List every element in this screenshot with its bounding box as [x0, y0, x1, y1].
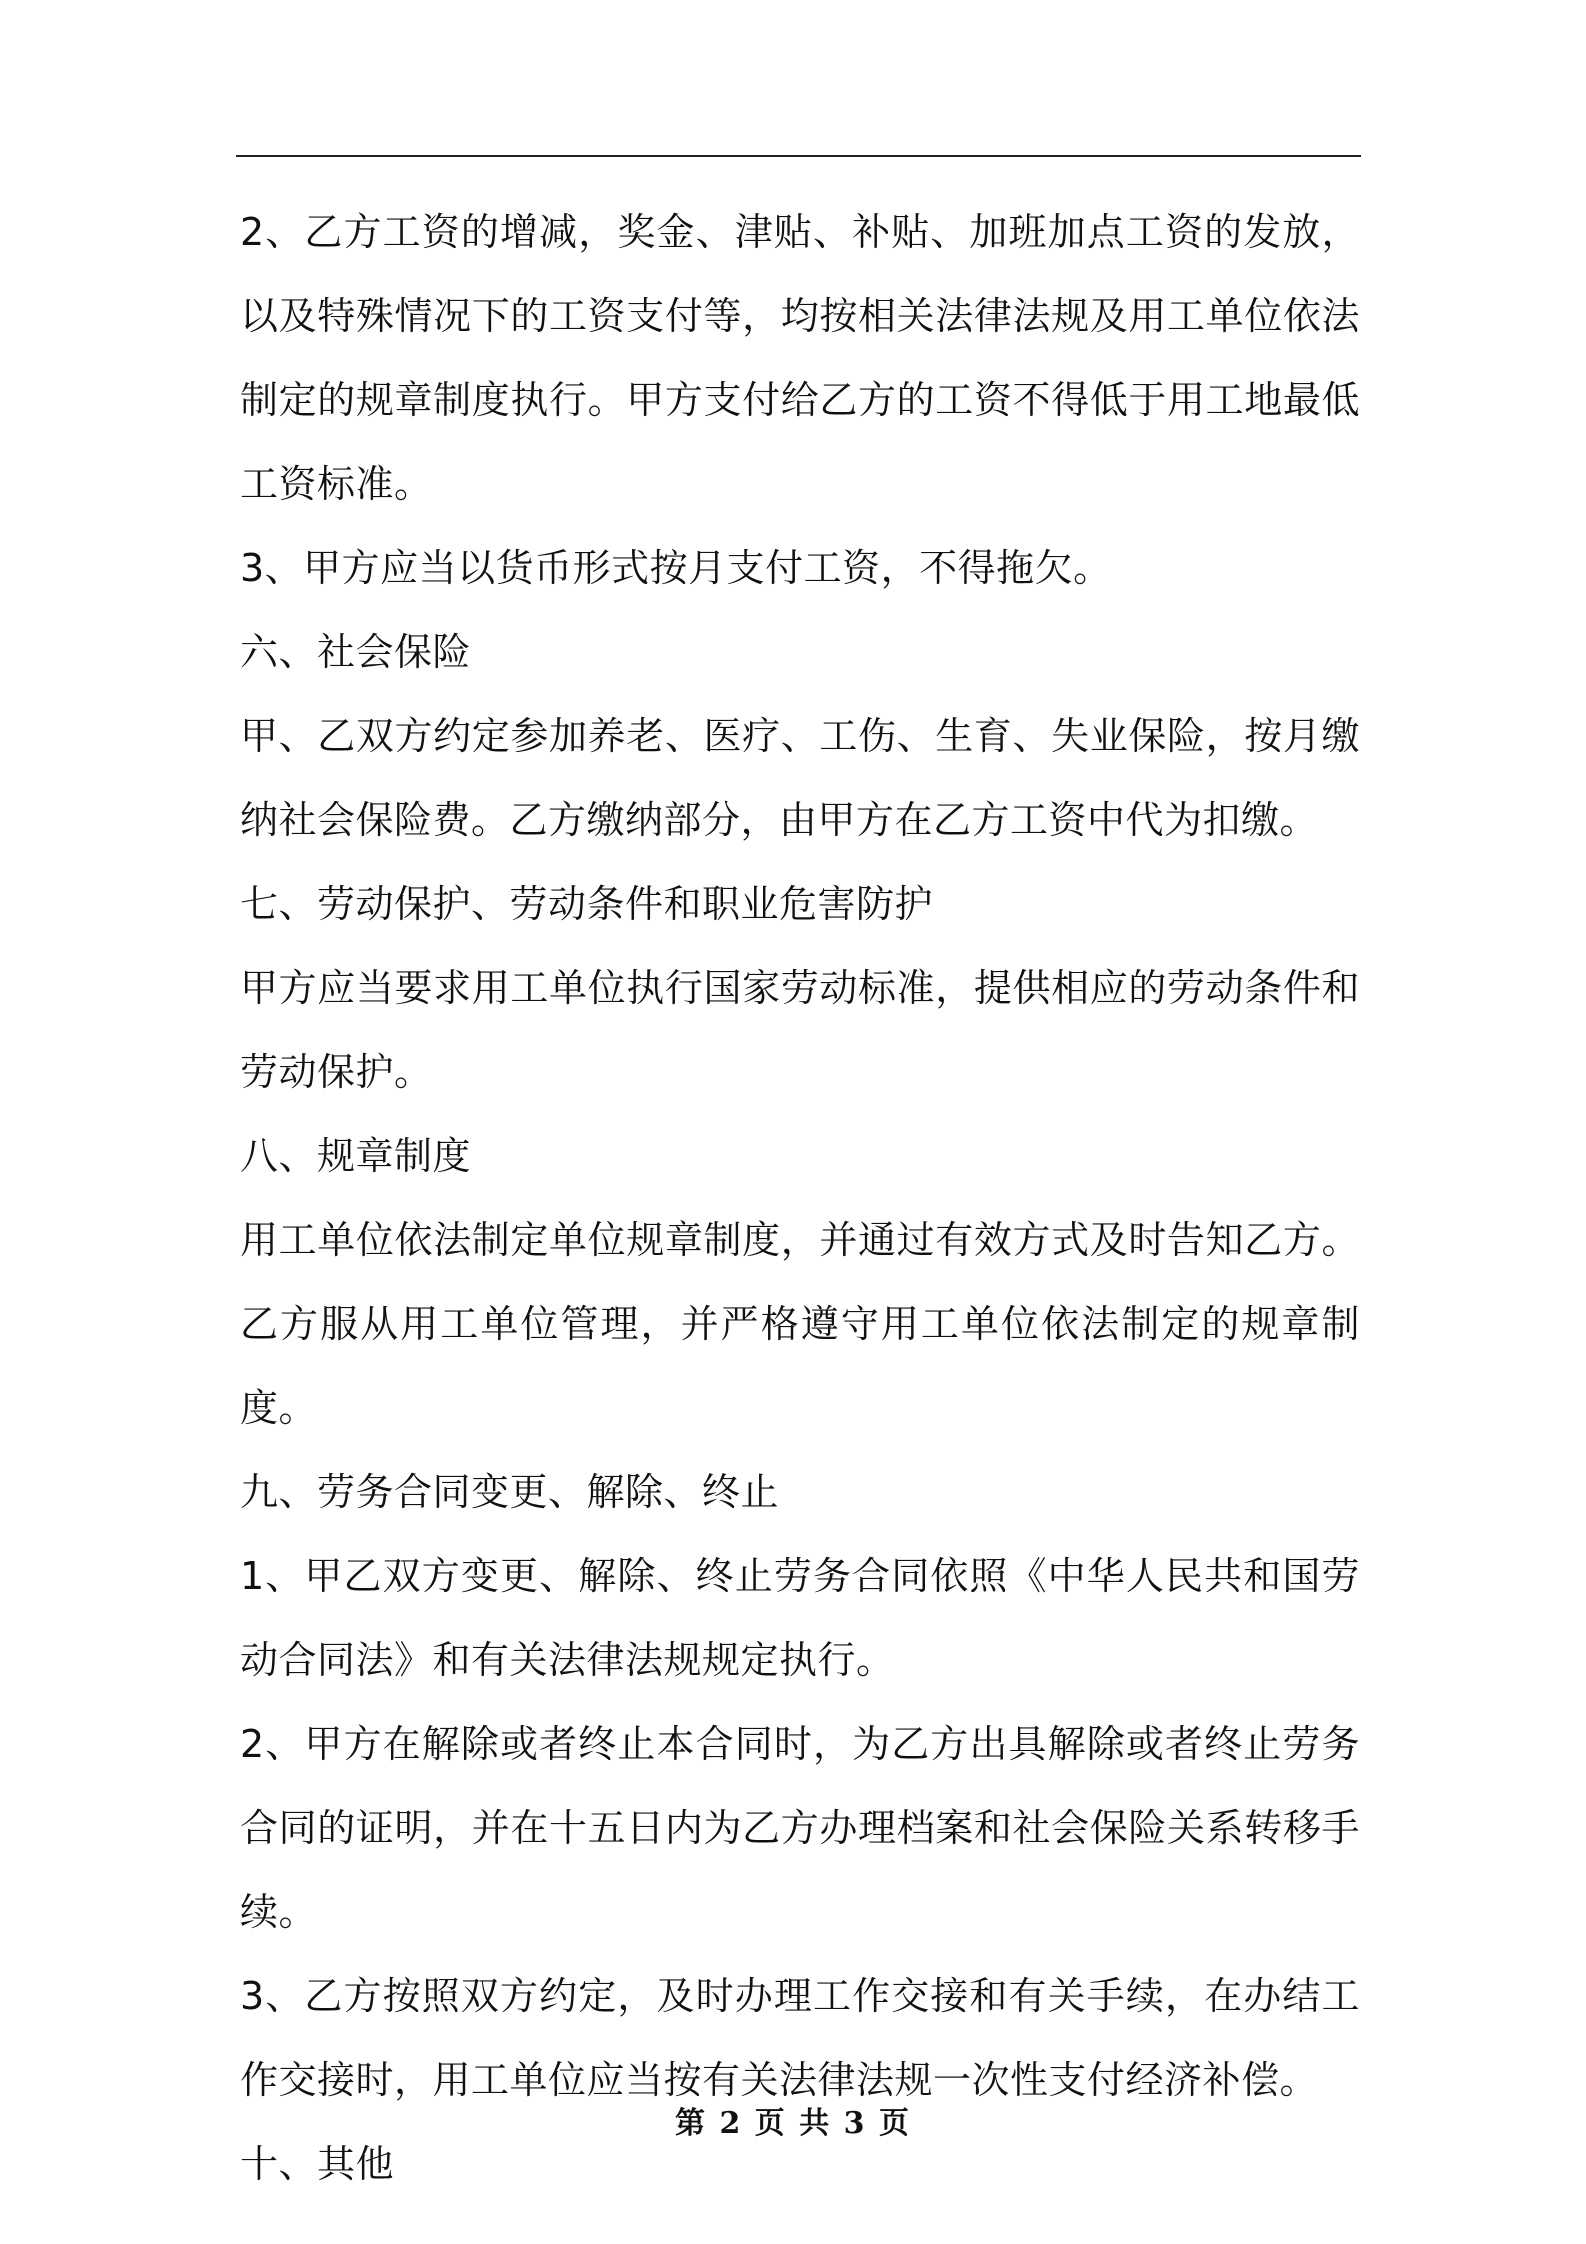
heading-other: 十、其他	[240, 2142, 395, 2186]
paragraph-social-insurance: 甲、乙双方约定参加养老、医疗、工伤、生育、失业保险，按月缴纳社会保险费。乙方缴纳部分，由甲方在乙方工资中代为扣缴。	[240, 714, 1360, 842]
heading-rules: 八、规章制度	[240, 1134, 472, 1178]
paragraph-wage-clause-2: 2、乙方工资的增减，奖金、津贴、补贴、加班加点工资的发放，以及特殊情况下的工资支付等，均按相关法律法规及用工单位依法制定的规章制度执行。甲方支付给乙方的工资不得低于用工地最低工资标准。	[240, 210, 1360, 506]
page-number-footer: 第 2 页 共 3 页	[675, 2106, 911, 2141]
paragraph-labor-protection: 甲方应当要求用工单位执行国家劳动标准，提供相应的劳动条件和劳动保护。	[240, 966, 1360, 1094]
paragraph-rules: 用工单位依法制定单位规章制度，并通过有效方式及时告知乙方。乙方服从用工单位管理，并严格遵守用工单位依法制定的规章制度。	[240, 1218, 1360, 1430]
document-body	[240, 190, 1360, 2206]
heading-labor-protection: 七、劳动保护、劳动条件和职业危害防护	[240, 882, 934, 926]
paragraph-contract-change-3: 3、乙方按照双方约定，及时办理工作交接和有关手续，在办结工作交接时，用工单位应当按有关法律法规一次性支付经济补偿。	[240, 1974, 1360, 2102]
paragraph-wage-clause-3: 3、甲方应当以货币形式按月支付工资，不得拖欠。	[240, 546, 1112, 590]
paragraph-contract-change-1: 1、甲乙双方变更、解除、终止劳务合同依照《中华人民共和国劳动合同法》和有关法律法规规定执行。	[240, 1554, 1360, 1682]
heading-social-insurance: 六、社会保险	[240, 630, 472, 674]
paragraph-contract-change-2: 2、甲方在解除或者终止本合同时，为乙方出具解除或者终止劳务合同的证明，并在十五日内为乙方办理档案和社会保险关系转移手续。	[240, 1722, 1360, 1934]
header-rule	[236, 155, 1361, 157]
heading-contract-change: 九、劳务合同变更、解除、终止	[240, 1470, 780, 1514]
